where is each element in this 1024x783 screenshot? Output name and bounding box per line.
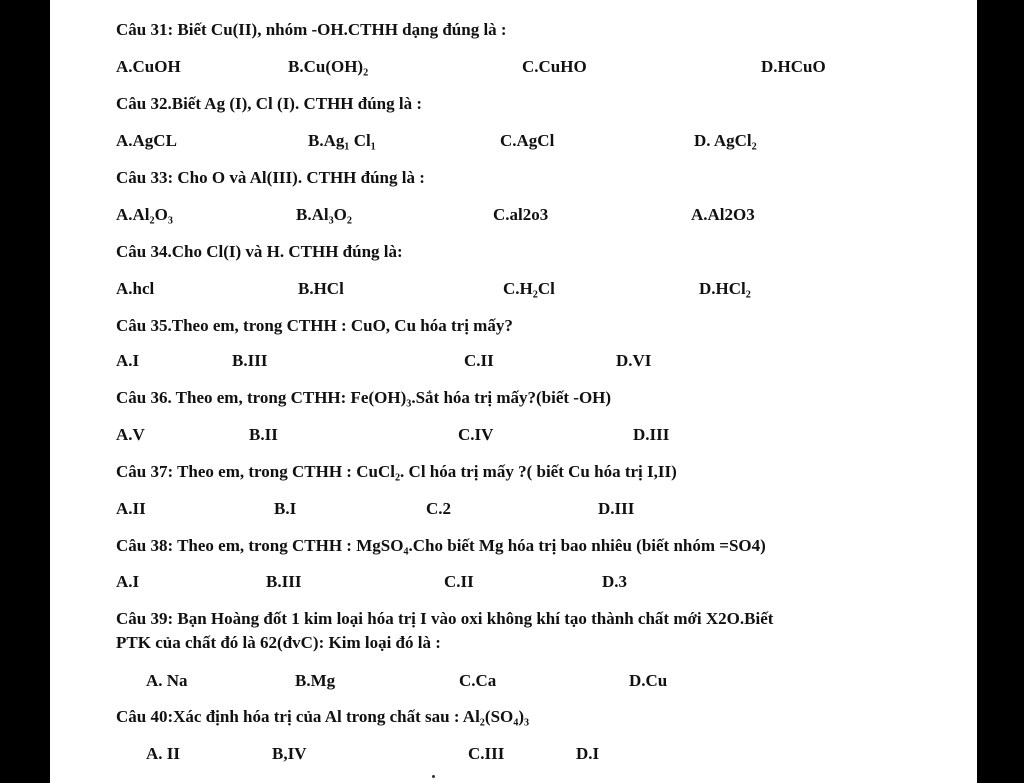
question-37: Câu 37: Theo em, trong CTHH : CuCl₂. Cl hóa trị mấy ?( biết Cu hóa trị I,II) — [116, 462, 677, 481]
q31-option-d: D.HCuO — [761, 57, 826, 76]
q40-option-a: A. II — [146, 744, 181, 763]
page-dot-mark — [432, 775, 435, 778]
q32-option-b: B.Ag₁ Cl₁ — [308, 131, 376, 150]
question-40: Câu 40:Xác định hóa trị của Al trong chất sau : Al₂(SO₄)₃ — [116, 707, 530, 726]
question-31: Câu 31: Biết Cu(II), nhóm -OH.CTHH dạng đúng là : — [116, 20, 507, 39]
q31-option-b: B.Cu(OH)₂ — [288, 57, 369, 76]
q40-option-d: D.I — [576, 744, 600, 763]
question-39-line-2: PTK của chất đó là 62(đvC): Kim loại đó là : — [116, 633, 441, 652]
q38-option-b: B.III — [266, 572, 302, 591]
q32-option-c: C.AgCl — [500, 131, 555, 150]
q33-option-d: A.Al2O3 — [691, 205, 755, 224]
q32-option-a: A.AgCL — [116, 131, 177, 150]
question-33: Câu 33: Cho O và Al(III). CTHH đúng là : — [116, 168, 425, 187]
q31-option-c: C.CuHO — [522, 57, 587, 76]
q34-option-a: A.hcl — [116, 279, 155, 298]
q35-option-b: B.III — [232, 351, 268, 370]
q32-option-d: D. AgCl₂ — [694, 131, 757, 150]
q35-option-c: C.II — [464, 351, 494, 370]
q38-option-c: C.II — [444, 572, 474, 591]
q40-option-b: B,IV — [272, 744, 307, 763]
q36-option-b: B.II — [249, 425, 278, 444]
q37-option-d: D.III — [598, 499, 635, 518]
q40-option-c: C.III — [468, 744, 505, 763]
q36-option-d: D.III — [633, 425, 670, 444]
q36-option-a: A.V — [116, 425, 145, 444]
question-39-line-1: Câu 39: Bạn Hoàng đốt 1 kim loại hóa trị I vào oxi không khí tạo thành chất mới X2O.Biết — [116, 609, 774, 628]
q35-option-d: D.VI — [616, 351, 652, 370]
question-32: Câu 32.Biết Ag (I), Cl (I). CTHH đúng là : — [116, 94, 423, 113]
q39-option-a: A. Na — [146, 671, 188, 690]
q36-option-c: C.IV — [458, 425, 494, 444]
q38-option-a: A.I — [116, 572, 140, 591]
q38-option-d: D.3 — [602, 572, 628, 591]
worksheet-page — [50, 0, 977, 783]
q37-option-c: C.2 — [426, 499, 452, 518]
q34-option-d: D.HCl₂ — [699, 279, 751, 298]
q35-option-a: A.I — [116, 351, 140, 370]
q39-option-c: C.Ca — [459, 671, 497, 690]
question-36: Câu 36. Theo em, trong CTHH: Fe(OH)₃.Sắt hóa trị mấy?(biết -OH) — [116, 388, 612, 407]
question-35: Câu 35.Theo em, trong CTHH : CuO, Cu hóa trị mấy? — [116, 316, 513, 335]
question-38: Câu 38: Theo em, trong CTHH : MgSO₄.Cho biết Mg hóa trị bao nhiêu (biết nhóm =SO4) — [116, 536, 766, 555]
q33-option-b: B.Al₃O₂ — [296, 205, 353, 224]
q39-option-b: B.Mg — [295, 671, 336, 690]
q33-option-a: A.Al₂O₃ — [116, 205, 173, 224]
q34-option-c: C.H₂Cl — [503, 279, 555, 298]
q37-option-a: A.II — [116, 499, 146, 518]
q33-option-c: C.al2o3 — [493, 205, 549, 224]
q31-option-a: A.CuOH — [116, 57, 181, 76]
q39-option-d: D.Cu — [629, 671, 668, 690]
q34-option-b: B.HCl — [298, 279, 344, 298]
q37-option-b: B.I — [274, 499, 297, 518]
question-34: Câu 34.Cho Cl(I) và H. CTHH đúng là: — [116, 242, 403, 261]
